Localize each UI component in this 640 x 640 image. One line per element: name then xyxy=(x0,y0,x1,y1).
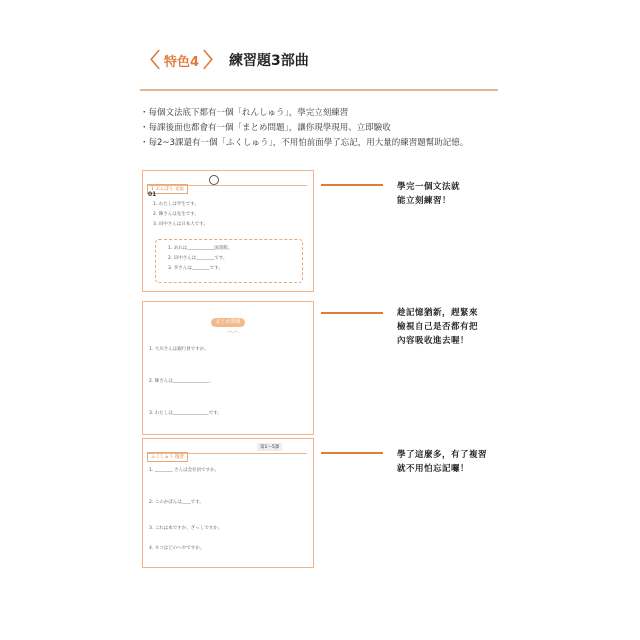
practice-line: 1. あれは____________図書館。 xyxy=(168,246,233,251)
note-line: 內容吸收進去喔！ xyxy=(397,336,470,346)
connector-line xyxy=(321,184,383,186)
practice-line: 2. 田中さんは________です。 xyxy=(168,256,228,261)
speaker-icon xyxy=(209,175,219,185)
question-line: 2. 陳さんは________________。 xyxy=(149,379,214,384)
connector-line xyxy=(321,312,383,314)
note-line: 檢視自己是否都有把 xyxy=(397,322,479,332)
example-line: 1. わたしは学生です。 xyxy=(153,202,199,207)
close-bracket: 〉 xyxy=(203,48,224,72)
question-line: 3. これは本ですか、ざっしですか。 xyxy=(149,526,223,531)
feature-label: 特色4 xyxy=(164,54,200,70)
card-tag-row xyxy=(147,443,307,460)
note-line: 能立刻練習！ xyxy=(397,196,452,206)
practice-line: 3. 李さんは________です。 xyxy=(168,266,223,271)
grammar-practice-card xyxy=(142,170,314,292)
note-line: 趁記憶猶新，趕緊來 xyxy=(397,308,479,318)
callout-note xyxy=(397,306,497,348)
note-line: 學完一個文法就 xyxy=(397,182,461,192)
page-title: 練習題3部曲 xyxy=(229,53,309,69)
question-line: 1. ________ さんは会社員ですか。 xyxy=(149,468,220,473)
grammar-number: 01 xyxy=(148,191,157,198)
summary-title: まとめ問題 xyxy=(211,318,245,327)
example-line: 3. 田中さんは日本人です。 xyxy=(153,222,208,227)
review-card xyxy=(142,438,314,568)
card-tag: 1 ぶんぽう 文法 xyxy=(147,184,188,194)
question-line: 1. 大川さんは銀行員ですか。 xyxy=(149,347,209,352)
summary-questions-card xyxy=(142,301,314,435)
header-divider xyxy=(140,89,498,91)
open-bracket: 〈 xyxy=(140,48,160,72)
question-line: 4. ネコはどのへやですか。 xyxy=(149,546,205,551)
question-line: 2. このかばんは____です。 xyxy=(149,500,204,505)
note-line: 學了這麼多，有了複習 xyxy=(397,450,488,460)
book-icon: ⌒⌒ xyxy=(227,332,240,339)
card-tag-row xyxy=(147,175,307,192)
connector-line xyxy=(321,452,383,454)
question-line: 3. わたしは________________です。 xyxy=(149,411,222,416)
card-tag: ふくしゅう 復習 xyxy=(147,452,188,462)
feature-bullets xyxy=(140,106,510,151)
bullet-item: ・每個文法底下都有一個「れんしゅう」，學完立刻練習 xyxy=(140,108,349,118)
bullet-item: ・每2~3課還有一個「ふくしゅう」，不用怕前面學了忘記，用大量的練習題幫助記憶。 xyxy=(140,138,469,148)
example-line: 2. 陳さんは先生です。 xyxy=(153,212,199,217)
lesson-range: 第1～5課 xyxy=(257,443,282,451)
bullet-item: ・每課後面也都會有一個「まとめ問題」，讓你現學現用、立即驗收 xyxy=(140,123,391,133)
callout-note xyxy=(397,448,497,476)
note-line: 就不用怕忘記囉！ xyxy=(397,464,470,474)
section-header xyxy=(140,48,309,72)
practice-box xyxy=(155,239,303,283)
callout-note xyxy=(397,180,497,208)
